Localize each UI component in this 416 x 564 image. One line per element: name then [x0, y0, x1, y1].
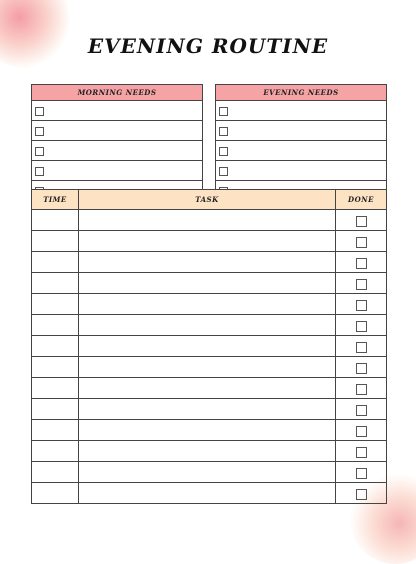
evening-needs-checkbox[interactable] [219, 167, 228, 176]
table-row [32, 441, 387, 462]
done-checkbox[interactable] [356, 321, 367, 332]
done-cell [336, 462, 387, 483]
done-cell [336, 273, 387, 294]
task-cell[interactable] [79, 252, 336, 273]
task-cell[interactable] [79, 420, 336, 441]
done-cell [336, 231, 387, 252]
done-cell [336, 252, 387, 273]
evening-needs-row [216, 121, 387, 141]
evening-needs-cell[interactable] [216, 161, 387, 181]
done-cell [336, 210, 387, 231]
done-checkbox[interactable] [356, 447, 367, 458]
done-column-header: DONE [336, 190, 387, 210]
done-cell [336, 483, 387, 504]
time-cell[interactable] [32, 462, 79, 483]
evening-needs-row [216, 101, 387, 121]
task-cell[interactable] [79, 357, 336, 378]
evening-needs-checkbox[interactable] [219, 107, 228, 116]
routine-schedule-table [31, 189, 387, 504]
task-cell[interactable] [79, 273, 336, 294]
evening-needs-table [215, 84, 387, 201]
done-checkbox[interactable] [356, 426, 367, 437]
evening-needs-row [216, 141, 387, 161]
evening-needs-header: EVENING NEEDS [216, 85, 387, 101]
time-cell[interactable] [32, 399, 79, 420]
done-cell [336, 336, 387, 357]
done-cell [336, 315, 387, 336]
morning-needs-checkbox[interactable] [35, 147, 44, 156]
table-row [32, 462, 387, 483]
task-column-header: TASK [79, 190, 336, 210]
done-checkbox[interactable] [356, 384, 367, 395]
time-column-header: TIME [32, 190, 79, 210]
morning-needs-row [32, 141, 203, 161]
table-row [32, 315, 387, 336]
done-checkbox[interactable] [356, 216, 367, 227]
time-cell[interactable] [32, 231, 79, 252]
table-row [32, 357, 387, 378]
morning-needs-cell[interactable] [32, 121, 203, 141]
done-checkbox[interactable] [356, 468, 367, 479]
done-cell [336, 378, 387, 399]
task-cell[interactable] [79, 315, 336, 336]
task-cell[interactable] [79, 294, 336, 315]
morning-needs-cell[interactable] [32, 141, 203, 161]
table-row [32, 210, 387, 231]
evening-needs-checkbox[interactable] [219, 127, 228, 136]
table-row [32, 231, 387, 252]
task-cell[interactable] [79, 399, 336, 420]
time-cell[interactable] [32, 273, 79, 294]
task-cell[interactable] [79, 336, 336, 357]
done-checkbox[interactable] [356, 342, 367, 353]
evening-needs-checkbox[interactable] [219, 147, 228, 156]
evening-needs-row [216, 161, 387, 181]
done-checkbox[interactable] [356, 237, 367, 248]
time-cell[interactable] [32, 294, 79, 315]
time-cell[interactable] [32, 252, 79, 273]
morning-needs-checkbox[interactable] [35, 167, 44, 176]
done-checkbox[interactable] [356, 405, 367, 416]
task-cell[interactable] [79, 462, 336, 483]
time-cell[interactable] [32, 420, 79, 441]
table-row [32, 273, 387, 294]
table-row [32, 378, 387, 399]
morning-needs-table [31, 84, 203, 201]
done-cell [336, 420, 387, 441]
table-row [32, 483, 387, 504]
time-cell[interactable] [32, 378, 79, 399]
table-row [32, 294, 387, 315]
task-cell[interactable] [79, 483, 336, 504]
time-cell[interactable] [32, 315, 79, 336]
table-row [32, 252, 387, 273]
done-checkbox[interactable] [356, 300, 367, 311]
morning-needs-checkbox[interactable] [35, 107, 44, 116]
table-row [32, 420, 387, 441]
task-cell[interactable] [79, 441, 336, 462]
morning-needs-cell[interactable] [32, 161, 203, 181]
task-cell[interactable] [79, 378, 336, 399]
morning-needs-row [32, 121, 203, 141]
done-cell [336, 357, 387, 378]
done-checkbox[interactable] [356, 363, 367, 374]
time-cell[interactable] [32, 441, 79, 462]
morning-needs-header: MORNING NEEDS [32, 85, 203, 101]
time-cell[interactable] [32, 210, 79, 231]
page-title: EVENING ROUTINE [87, 34, 329, 58]
time-cell[interactable] [32, 357, 79, 378]
task-cell[interactable] [79, 231, 336, 252]
evening-needs-cell[interactable] [216, 101, 387, 121]
done-checkbox[interactable] [356, 489, 367, 500]
evening-needs-cell[interactable] [216, 121, 387, 141]
morning-needs-cell[interactable] [32, 101, 203, 121]
done-cell [336, 294, 387, 315]
morning-needs-row [32, 101, 203, 121]
morning-needs-row [32, 161, 203, 181]
done-checkbox[interactable] [356, 258, 367, 269]
table-row [32, 399, 387, 420]
done-cell [336, 399, 387, 420]
time-cell[interactable] [32, 336, 79, 357]
table-row [32, 336, 387, 357]
morning-needs-checkbox[interactable] [35, 127, 44, 136]
done-checkbox[interactable] [356, 279, 367, 290]
done-cell [336, 441, 387, 462]
evening-needs-cell[interactable] [216, 141, 387, 161]
task-cell[interactable] [79, 210, 336, 231]
time-cell[interactable] [32, 483, 79, 504]
